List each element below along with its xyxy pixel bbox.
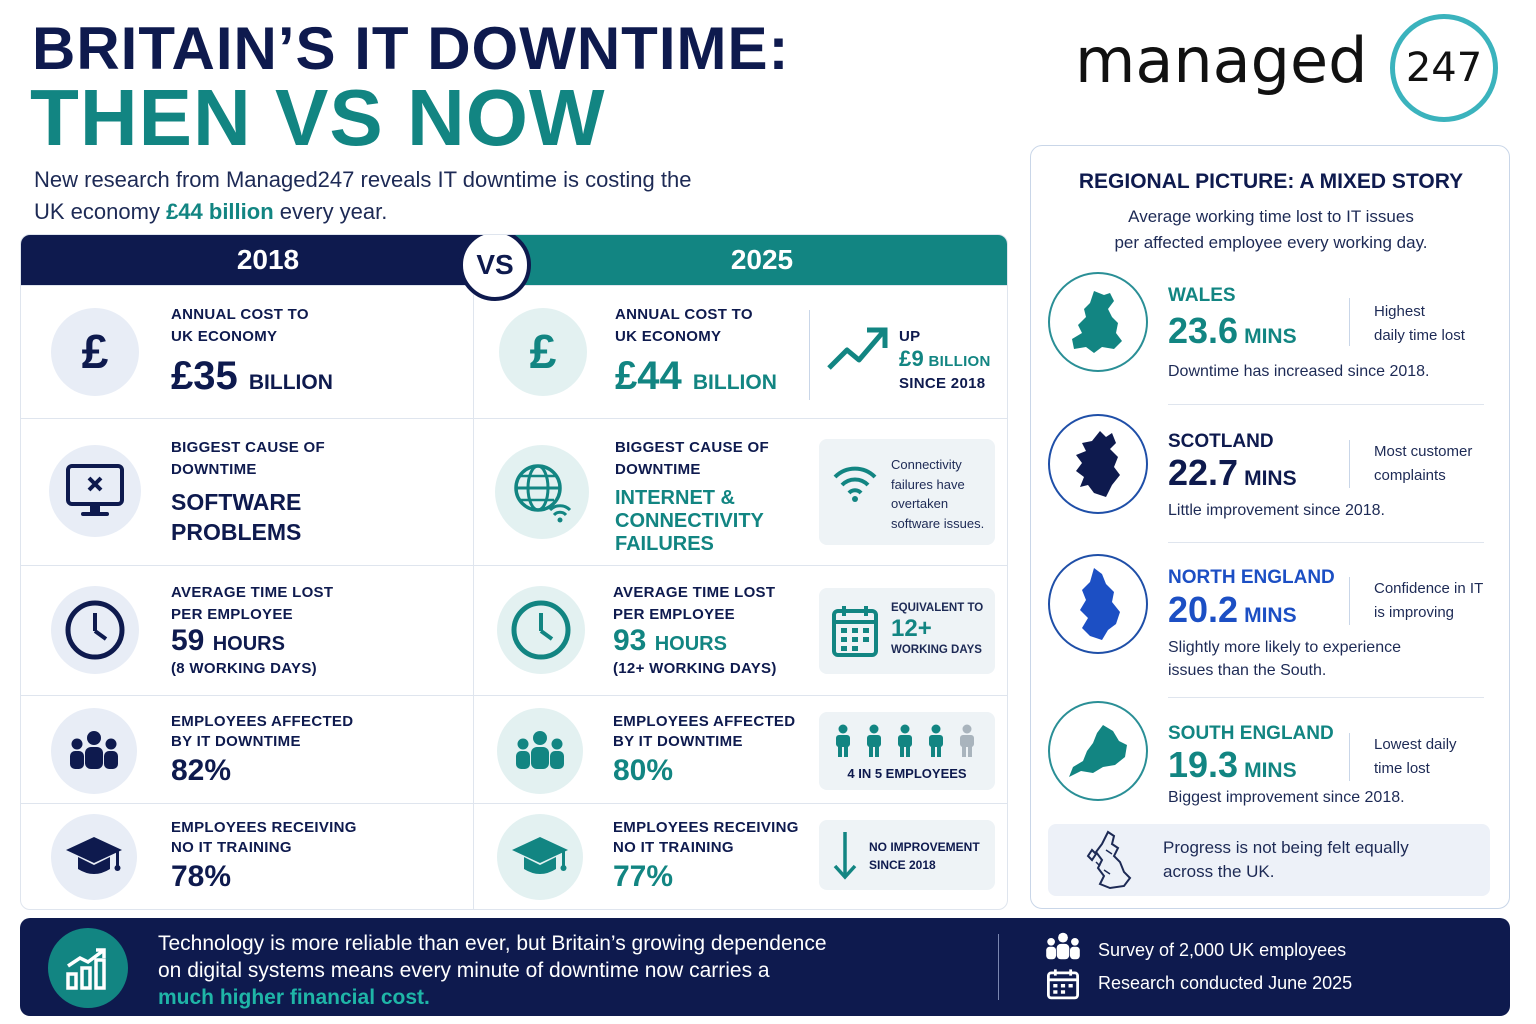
person-icon-affected — [895, 724, 915, 763]
region-desc-wales: Downtime has increased since 2018. — [1168, 363, 1430, 380]
region-value-south-england: 19.3 MINS — [1168, 744, 1297, 785]
bar-chart-growth-icon — [48, 928, 128, 1008]
arrow-down-icon — [831, 830, 859, 887]
value-annual-cost-2025: £44 BILLION — [615, 354, 777, 398]
logo-number-ring: 247 — [1390, 14, 1498, 122]
divider — [1349, 577, 1350, 625]
value-cause-2025: INTERNET & CONNECTIVITY FAILURES — [615, 487, 764, 555]
graduation-cap-icon — [51, 814, 137, 900]
graduation-cap-icon — [497, 814, 583, 900]
value-time-2018: 59 HOURS — [171, 624, 285, 657]
scotland-map-icon — [1048, 414, 1148, 514]
region-note-wales: Highest daily time lost — [1374, 303, 1465, 344]
row-employees-affected — [21, 695, 1008, 803]
separator — [1168, 404, 1484, 405]
region-name-north-england: NORTH ENGLAND — [1168, 567, 1335, 588]
region-name-wales: WALES — [1168, 285, 1236, 306]
globe-wifi-icon — [495, 445, 589, 539]
intro-part-1: New research from Managed247 reveals IT downtime is costing the UK economy — [34, 167, 692, 224]
person-icon-affected — [864, 724, 884, 763]
increase-note: UP £9 BILLION SINCE 2018 — [899, 328, 991, 392]
region-name-scotland: SCOTLAND — [1168, 431, 1274, 452]
label-time-2018: AVERAGE TIME LOST PER EMPLOYEE — [171, 584, 334, 623]
value-cause-2018: SOFTWARE PROBLEMS — [171, 489, 302, 545]
intro-part-2: every year. — [273, 199, 388, 224]
regional-footer-text: Progress is not being felt equally across the UK. — [1163, 838, 1409, 881]
row-no-training — [21, 803, 1008, 910]
divider — [1349, 440, 1350, 488]
comparison-table — [20, 234, 1008, 910]
monitor-error-icon — [49, 445, 141, 537]
divider — [1349, 733, 1350, 781]
people-icon — [497, 708, 583, 794]
vs-badge: VS — [459, 234, 531, 301]
value-affected-2025: 80% — [613, 754, 674, 787]
trend-up-icon — [825, 324, 889, 379]
region-value-scotland: 22.7 MINS — [1168, 452, 1297, 493]
connectivity-note-text: Connectivity failures have overtaken software issues. — [891, 457, 985, 531]
separator — [1168, 542, 1484, 543]
sub-time-2018: (8 WORKING DAYS) — [171, 660, 317, 677]
label-cause-2025: BIGGEST CAUSE OF DOWNTIME — [615, 439, 769, 478]
value-annual-cost-2018: £35 BILLION — [171, 354, 333, 398]
regional-panel — [1030, 145, 1510, 909]
region-desc-south-england: Biggest improvement since 2018. — [1168, 789, 1405, 806]
equivalent-days-box — [819, 588, 995, 674]
calendar-icon — [831, 604, 879, 663]
north-england-map-icon — [1048, 554, 1148, 654]
header-2025: 2025 — [515, 235, 1008, 285]
label-training-2018: EMPLOYEES RECEIVING NO IT TRAINING — [171, 819, 357, 856]
row-biggest-cause — [21, 418, 1008, 565]
people-icon — [1044, 932, 1082, 965]
title-line-1: BRITAIN’S IT DOWNTIME: — [32, 15, 790, 82]
label-annual-cost-2018: ANNUAL COST TO UK ECONOMY — [171, 306, 309, 345]
people-icon — [51, 708, 137, 794]
clock-icon — [51, 586, 139, 674]
label-annual-cost-2025: ANNUAL COST TO UK ECONOMY — [615, 306, 753, 345]
row-annual-cost — [21, 285, 1008, 418]
south-england-map-icon — [1048, 701, 1148, 801]
equivalent-days-text: EQUIVALENT TO 12+ WORKING DAYS — [891, 602, 984, 656]
value-training-2025: 77% — [613, 860, 674, 893]
value-affected-2018: 82% — [171, 754, 232, 787]
label-training-2025: EMPLOYEES RECEIVING NO IT TRAINING — [613, 819, 799, 856]
no-improvement-text: NO IMPROVEMENT SINCE 2018 — [869, 840, 980, 872]
clock-icon — [497, 586, 585, 674]
logo-wordmark: managed — [1075, 24, 1368, 97]
uk-map-icon — [1084, 830, 1136, 897]
research-date-fact: Research conducted June 2025 — [1098, 973, 1353, 993]
title-line-2: THEN VS NOW — [30, 73, 606, 162]
no-improvement-box — [819, 820, 995, 890]
four-in-five-caption: 4 IN 5 EMPLOYEES — [847, 766, 967, 781]
label-affected-2025: EMPLOYEES AFFECTED BY IT DOWNTIME — [613, 713, 796, 750]
sub-time-2025: (12+ WORKING DAYS) — [613, 660, 777, 677]
region-desc-scotland: Little improvement since 2018. — [1168, 502, 1385, 519]
separator — [1168, 697, 1484, 698]
intro-highlight: £44 billion — [166, 199, 274, 224]
region-value-wales: 23.6 MINS — [1168, 310, 1297, 351]
regional-footer-box — [1048, 824, 1490, 896]
regional-title: REGIONAL PICTURE: A MIXED STORY — [1078, 170, 1464, 193]
region-desc-north-england: Slightly more likely to experience issues than the South. — [1168, 639, 1401, 679]
value-time-2025: 93 HOURS — [613, 624, 727, 657]
person-icons — [833, 724, 977, 763]
four-in-five-box — [819, 712, 995, 790]
banner-divider — [998, 934, 999, 1000]
intro-text — [34, 164, 714, 228]
row-time-lost — [21, 565, 1008, 695]
regional-subtitle: Average working time lost to IT issues per affected employee every working day. — [1114, 207, 1428, 252]
person-icon-unaffected — [957, 724, 977, 763]
pound-icon: £ — [499, 308, 587, 396]
region-value-north-england: 20.2 MINS — [1168, 589, 1297, 630]
cost-divider — [809, 310, 810, 400]
region-name-south-england: SOUTH ENGLAND — [1168, 723, 1334, 744]
wales-map-icon — [1048, 272, 1148, 372]
header-2018: 2018 — [21, 235, 515, 285]
banner-text: Technology is more reliable than ever, but Britain’s growing dependence on digital systems means every minute of downtime now carries a much higher financial cost. — [158, 932, 827, 1009]
region-note-scotland: Most customer complaints — [1374, 443, 1473, 484]
summary-banner — [20, 918, 1510, 1016]
divider — [1349, 298, 1350, 346]
person-icon-affected — [926, 724, 946, 763]
label-time-2025: AVERAGE TIME LOST PER EMPLOYEE — [613, 584, 776, 623]
wifi-icon — [831, 463, 879, 508]
value-training-2018: 78% — [171, 860, 232, 893]
calendar-icon — [1046, 968, 1080, 1005]
region-note-north-england: Confidence in IT is improving — [1374, 580, 1484, 621]
pound-icon: £ — [51, 308, 139, 396]
connectivity-note-box — [819, 439, 995, 545]
label-affected-2018: EMPLOYEES AFFECTED BY IT DOWNTIME — [171, 713, 354, 750]
person-icon-affected — [833, 724, 853, 763]
survey-fact: Survey of 2,000 UK employees — [1098, 940, 1347, 960]
label-cause-2018: BIGGEST CAUSE OF DOWNTIME — [171, 439, 325, 478]
region-note-south-england: Lowest daily time lost — [1374, 736, 1457, 777]
